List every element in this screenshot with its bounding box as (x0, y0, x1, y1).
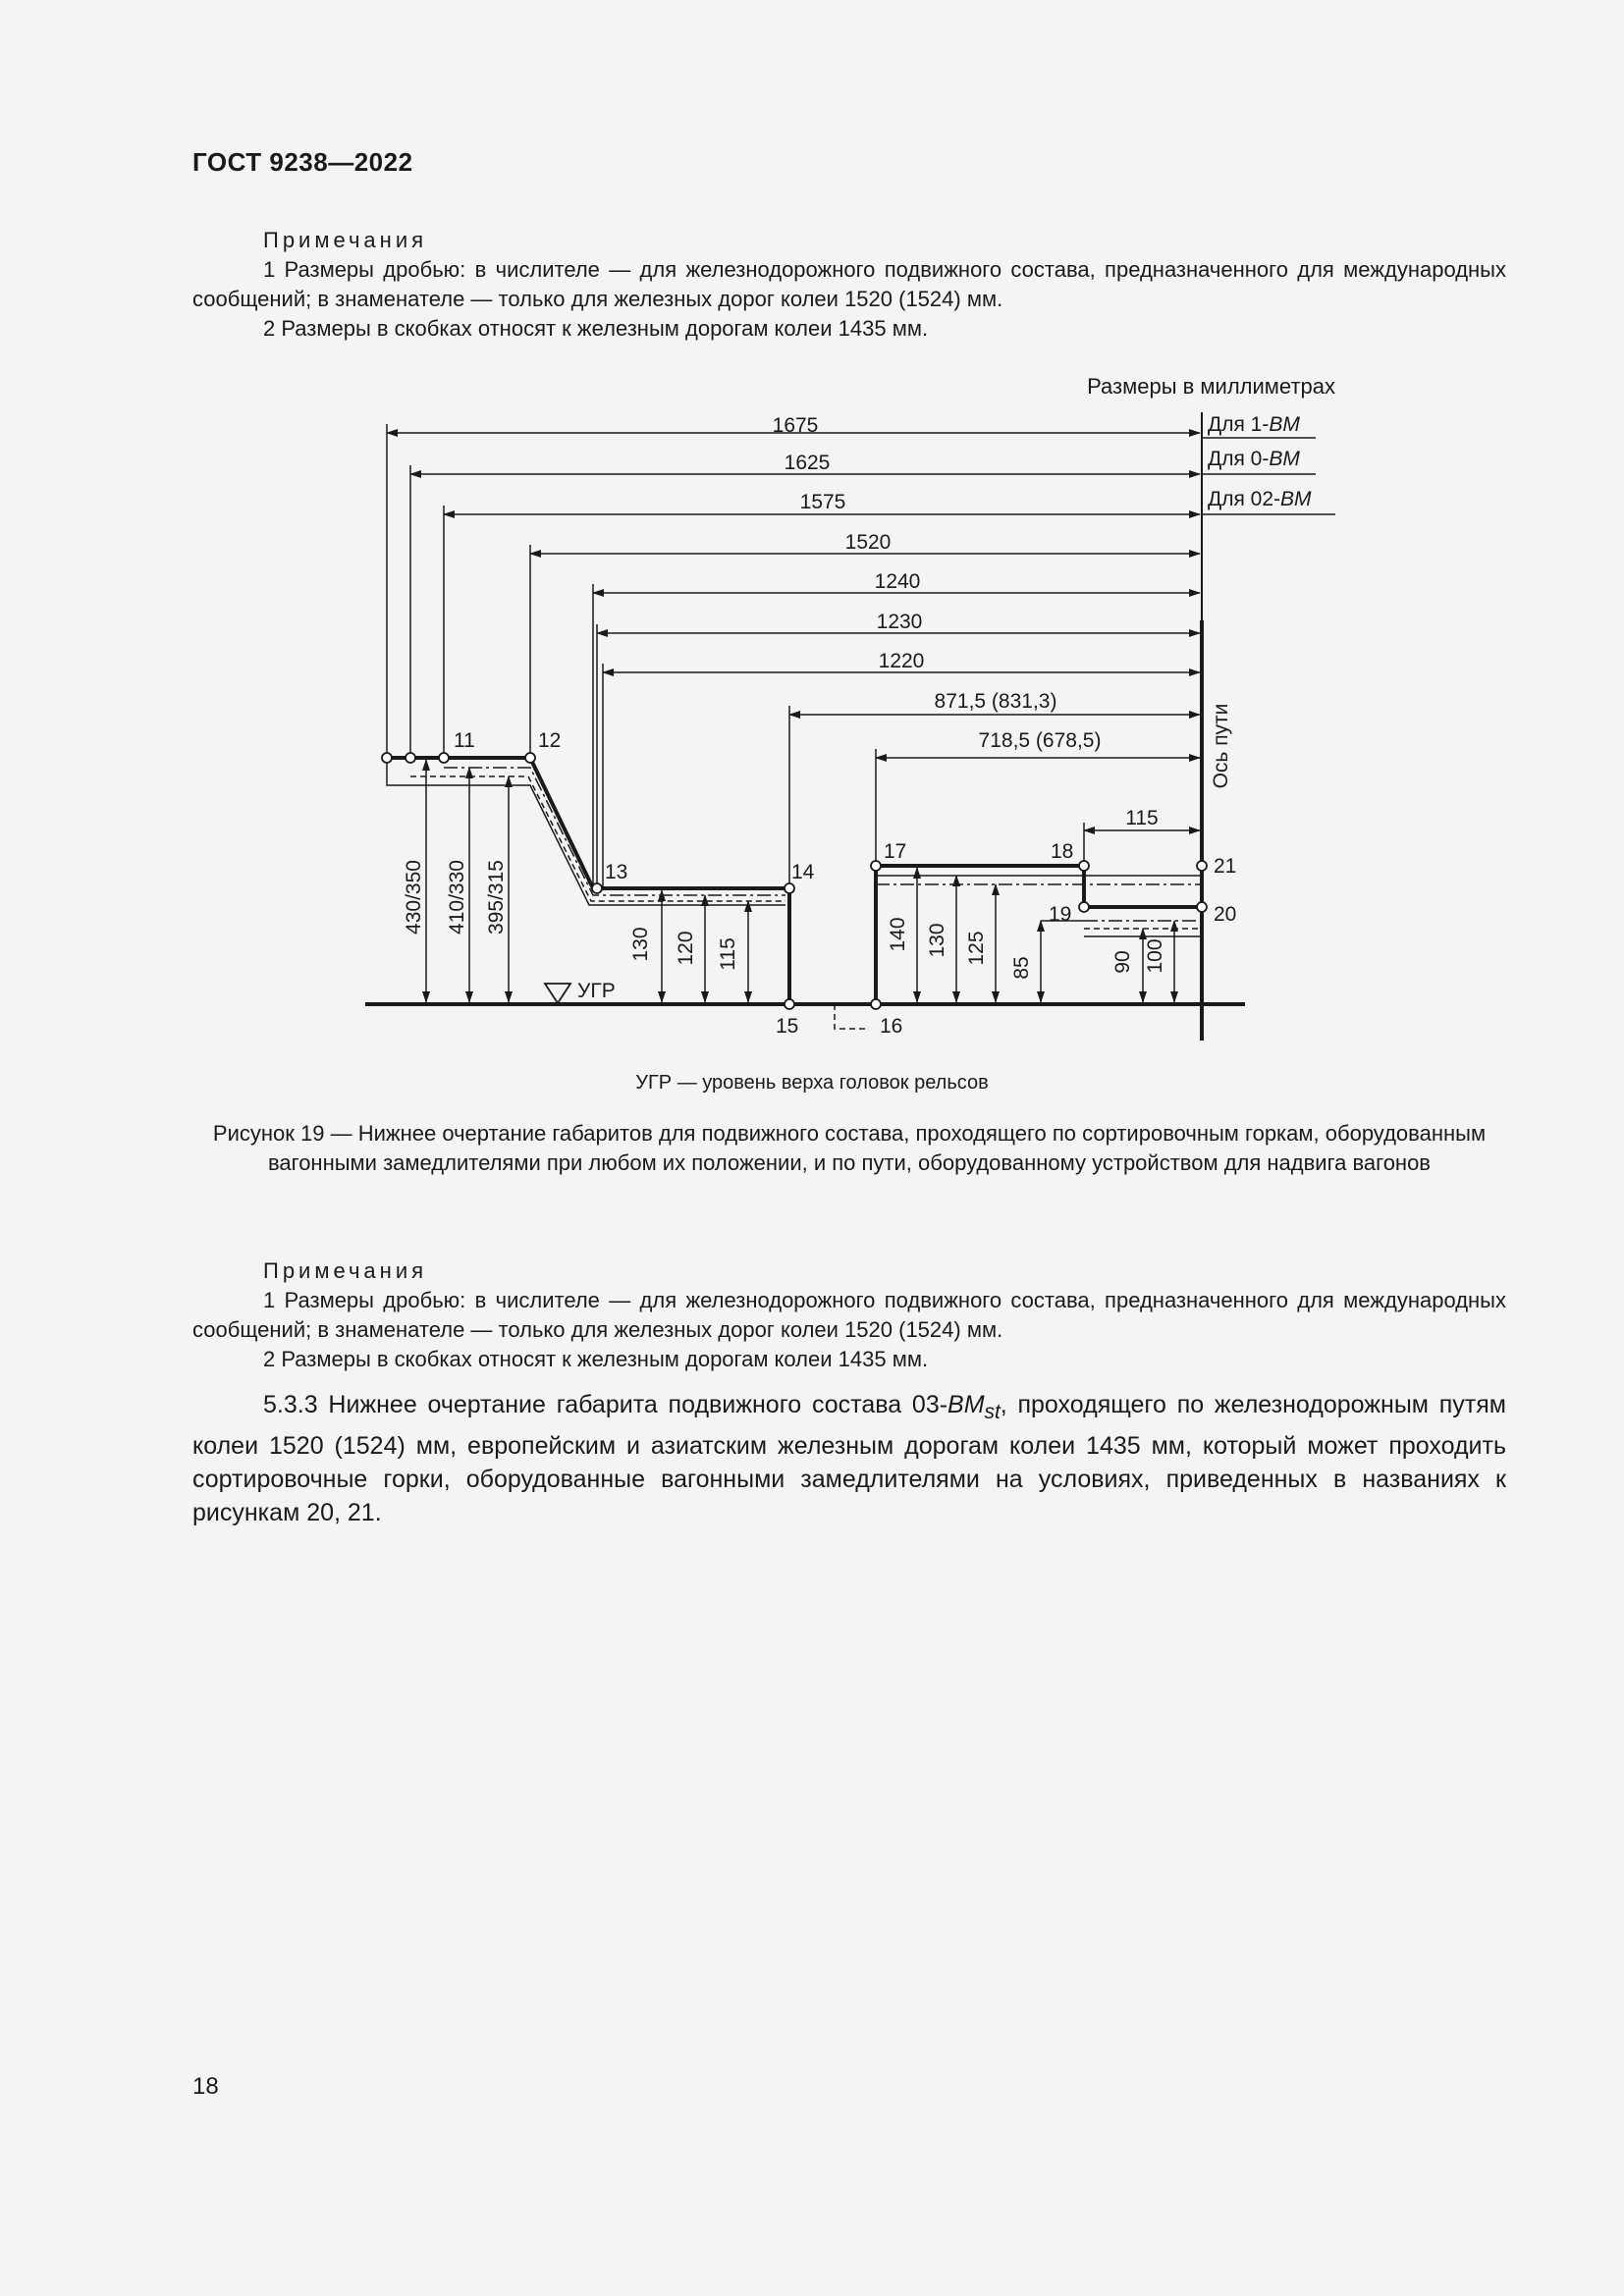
note-item-1: 1 Размеры дробью: в числителе — для железнодорожного подвижного состава, предназначенного для международных сообщений; в знаменателе — только для железных дорог колеи 1520 (1524) мм. (192, 1288, 1506, 1342)
note-item-2: 2 Размеры в скобках относят к железным дорогам колеи 1435 мм. (263, 1347, 929, 1371)
axis-label: Ось пути (1210, 703, 1232, 789)
page-number: 18 (192, 2073, 219, 2100)
point-marker-18 (1079, 861, 1089, 871)
units-note: Размеры в миллиметрах (1087, 374, 1335, 399)
point-marker-11 (439, 753, 449, 763)
vdim-text-120: 120 (675, 931, 697, 966)
dim-text-1675: 1675 (772, 414, 819, 437)
dim-text-1575: 1575 (799, 491, 846, 513)
notes-heading: Примечания (263, 1258, 428, 1283)
vdim-text-125: 125 (965, 931, 988, 966)
point-label-14: 14 (791, 861, 815, 883)
point-label-11: 11 (454, 729, 475, 752)
vdim-text-130a: 130 (629, 927, 652, 962)
dim-text-1240: 1240 (874, 570, 921, 593)
point-label-17: 17 (884, 840, 907, 863)
point-marker-14 (785, 883, 794, 893)
point-marker-17 (871, 861, 881, 871)
point-label-12: 12 (538, 729, 562, 752)
point-marker-13 (592, 883, 602, 893)
vdim-text-100: 100 (1144, 938, 1166, 974)
point-label-16: 16 (880, 1015, 903, 1038)
vdim-text-85: 85 (1010, 956, 1033, 980)
vdim-text-410: 410/330 (446, 860, 468, 934)
vdim-text-115: 115 (717, 937, 739, 971)
point-marker-16 (871, 999, 881, 1009)
point-marker (382, 753, 392, 763)
gabarit-drawing (0, 0, 1624, 1080)
label-gabarit-1vm: Для 1-ВМ (1208, 413, 1300, 436)
point-marker-21 (1197, 861, 1207, 871)
point-marker (406, 753, 415, 763)
point-label-20: 20 (1214, 903, 1237, 926)
point-marker-19 (1079, 902, 1089, 912)
document-code: ГОСТ 9238—2022 (192, 147, 413, 177)
label-gabarit-02vm: Для 02-ВМ (1208, 488, 1312, 510)
point-marker-12 (525, 753, 535, 763)
point-label-19: 19 (1049, 903, 1072, 926)
dim-text-718: 718,5 (678,5) (978, 729, 1102, 752)
vdim-text-90: 90 (1111, 950, 1134, 974)
contour-right (876, 866, 1202, 1004)
point-label-21: 21 (1214, 855, 1237, 878)
dim-text-1625: 1625 (784, 452, 831, 474)
point-marker-20 (1197, 902, 1207, 912)
point-marker-15 (785, 999, 794, 1009)
label-gabarit-0vm: Для 0-ВМ (1208, 448, 1300, 470)
dim-text-871: 871,5 (831,3) (934, 690, 1057, 713)
point-label-18: 18 (1051, 840, 1074, 863)
vdim-text-130b: 130 (926, 923, 948, 958)
figure-caption: Рисунок 19 — Нижнее очертание габаритов для подвижного состава, проходящего по сортировочным горкам, оборудованным вагонными замедлителями при любом их положении, и по пути, оборудованному устройством для надвига вагонов (212, 1121, 1487, 1175)
vdim-text-430: 430/350 (403, 860, 425, 934)
rail-level-label: УГР (577, 980, 616, 1002)
point-label-13: 13 (605, 861, 628, 883)
figure-legend: УГР — уровень верха головок рельсов (635, 1072, 989, 1094)
vdim-text-140: 140 (887, 917, 909, 952)
dim-text-1520: 1520 (844, 531, 892, 554)
dim-text-115: 115 (1125, 807, 1159, 829)
note-item-2: 2 Размеры в скобках относят к железным дорогам колеи 1435 мм. (263, 316, 929, 341)
vdim-text-395: 395/315 (485, 860, 508, 934)
notes-heading: Примечания (263, 228, 428, 252)
dim-text-1230: 1230 (876, 611, 923, 633)
paragraph-5-3-3: 5.3.3 Нижнее очертание габарита подвижного состава $03-ВМ_{st}$, проходящего по железнодорожным путям колеи 1520 (1524) мм, европейским и азиатским железным дорогам колеи 1435 мм, который может проходить сортировочные горки, оборудованные вагонными замедлителями на условиях, приведенных в названиях к рисункам 20, 21. (192, 1391, 1506, 1526)
notes-bottom (192, 1256, 1506, 1374)
dim-text-1220: 1220 (878, 650, 925, 672)
note-item-1: 1 Размеры дробью: в числителе — для железнодорожного подвижного состава, предназначенного для международных сообщений; в знаменателе — только для железных дорог колеи 1520 (1524) мм. (192, 257, 1506, 311)
rail-level-triangle-icon (545, 984, 570, 1003)
point-label-15: 15 (776, 1015, 799, 1038)
